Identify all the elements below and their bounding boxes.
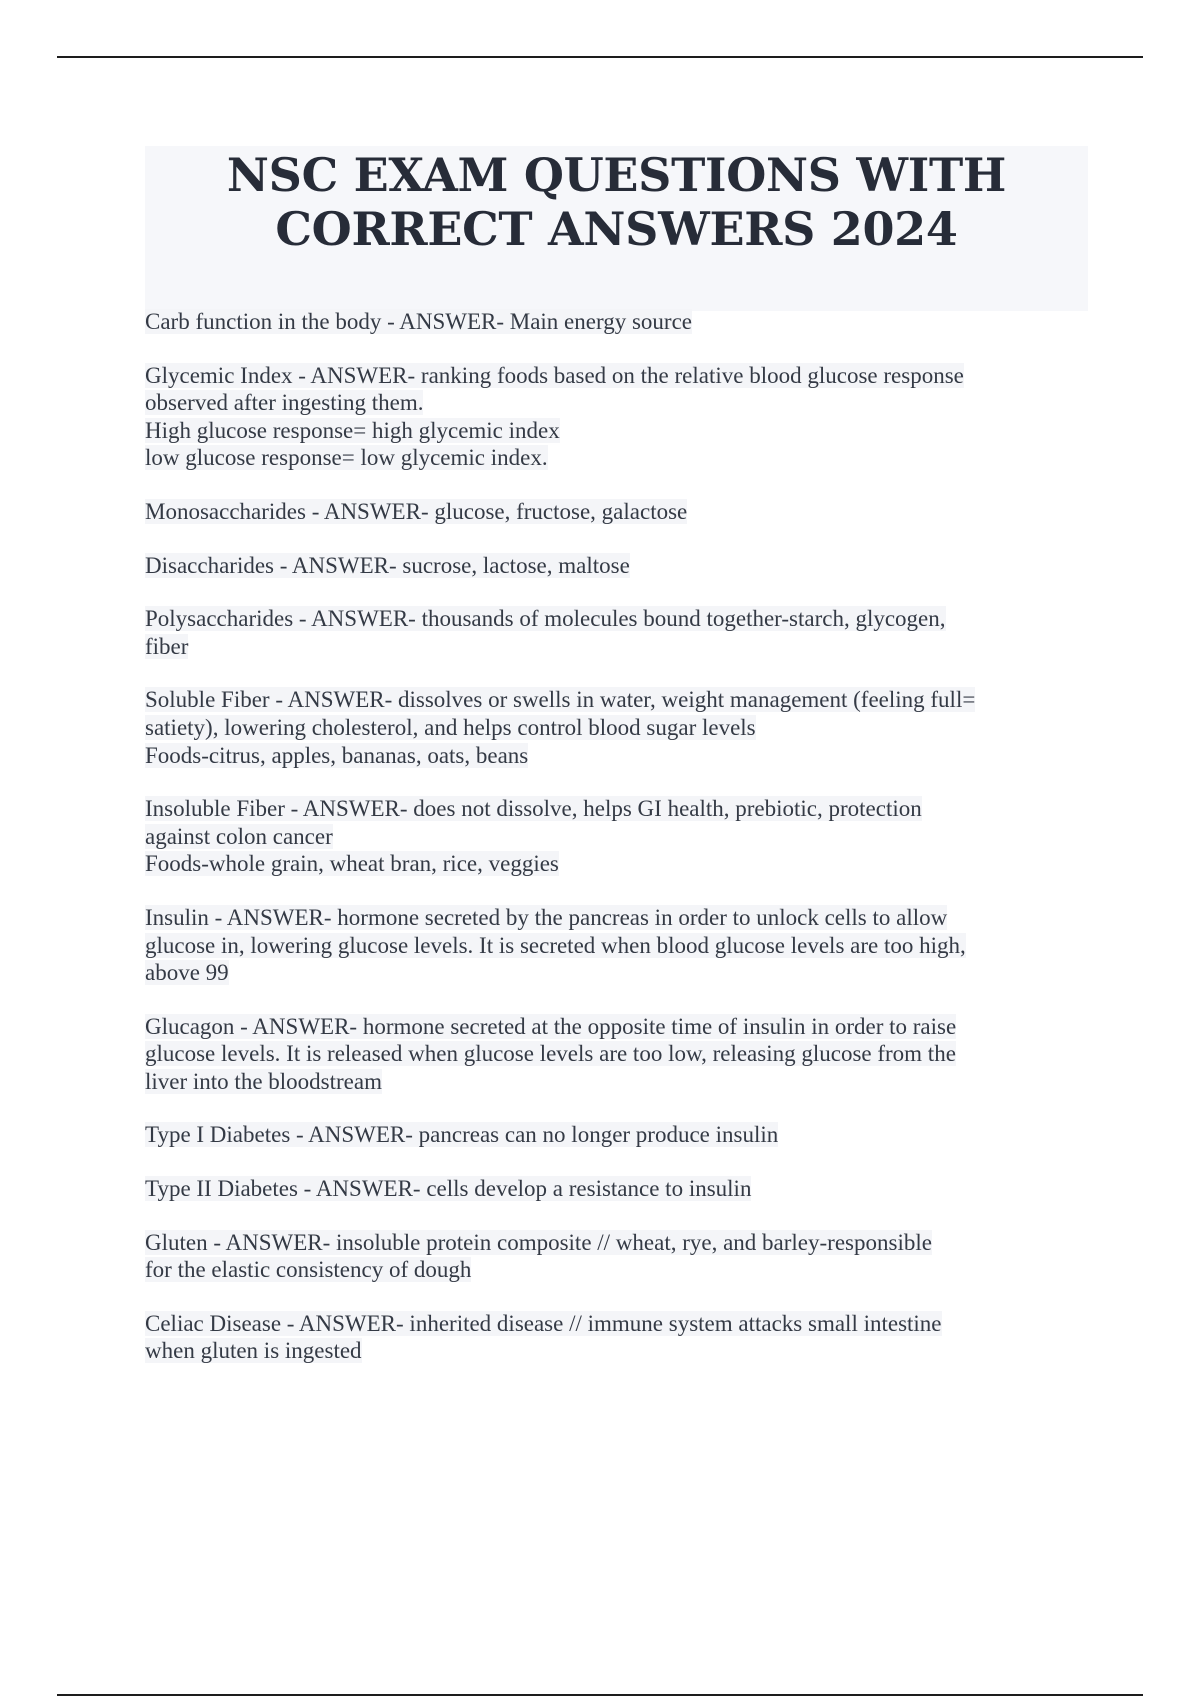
top-rule	[57, 56, 1143, 58]
qa-line: glucose in, lowering glucose levels. It is secreted when blood glucose levels are too high,	[145, 932, 966, 958]
qa-line: Insulin - ANSWER- hormone secreted by the pancreas in order to unlock cells to allow	[145, 904, 948, 930]
qa-line: Disaccharides - ANSWER- sucrose, lactose, maltose	[145, 552, 630, 578]
qa-line: against colon cancer	[145, 823, 333, 849]
qa-entry-insulin	[145, 904, 1090, 987]
qa-entry-soluble-fiber	[145, 686, 1090, 769]
title-block	[145, 146, 1088, 311]
qa-line: satiety), lowering cholesterol, and helps control blood sugar levels	[145, 714, 756, 740]
qa-entry-insoluble-fiber	[145, 795, 1090, 878]
qa-line: above 99	[145, 960, 229, 986]
qa-line: low glucose response= low glycemic index.	[145, 445, 548, 471]
qa-entry-glucagon	[145, 1013, 1090, 1096]
document-title-line-1: NSC EXAM QUESTIONS WITH	[226, 148, 1007, 202]
qa-entry-type-2-diabetes	[145, 1175, 1090, 1203]
qa-line: High glucose response= high glycemic index	[145, 417, 560, 443]
qa-line: fiber	[145, 633, 189, 659]
qa-entry-carb-function	[145, 308, 1090, 336]
qa-entry-type-1-diabetes	[145, 1121, 1090, 1149]
qa-line: Monosaccharides - ANSWER- glucose, fructose, galactose	[145, 498, 688, 524]
qa-line: Foods-whole grain, wheat bran, rice, veggies	[145, 851, 559, 877]
qa-line: Glycemic Index - ANSWER- ranking foods based on the relative blood glucose response	[145, 362, 964, 388]
bottom-rule	[57, 1694, 1143, 1696]
qa-entry-glycemic-index	[145, 362, 1090, 472]
qa-entry-monosaccharides	[145, 498, 1090, 526]
qa-entry-polysaccharides	[145, 605, 1090, 660]
qa-line: glucose levels. It is released when glucose levels are too low, releasing glucose from the	[145, 1041, 956, 1067]
qa-line: Soluble Fiber - ANSWER- dissolves or swells in water, weight management (feeling full=	[145, 687, 976, 713]
qa-line: Type II Diabetes - ANSWER- cells develop a resistance to insulin	[145, 1176, 752, 1202]
qa-list	[145, 308, 1090, 1391]
qa-line: observed after ingesting them.	[145, 390, 424, 416]
qa-line: Polysaccharides - ANSWER- thousands of molecules bound together-starch, glycogen,	[145, 606, 946, 632]
qa-line: Celiac Disease - ANSWER- inherited disease // immune system attacks small intestine	[145, 1310, 942, 1336]
qa-line: for the elastic consistency of dough	[145, 1257, 472, 1283]
document-title-line-2: CORRECT ANSWERS 2024	[275, 202, 958, 256]
qa-line: Gluten - ANSWER- insoluble protein composite // wheat, rye, and barley-responsible	[145, 1229, 932, 1255]
qa-line: Insoluble Fiber - ANSWER- does not dissolve, helps GI health, prebiotic, protection	[145, 796, 922, 822]
qa-line: Glucagon - ANSWER- hormone secreted at the opposite time of insulin in order to raise	[145, 1013, 957, 1039]
qa-entry-gluten	[145, 1229, 1090, 1284]
qa-line: liver into the bloodstream	[145, 1068, 382, 1094]
qa-line: Type I Diabetes - ANSWER- pancreas can no longer produce insulin	[145, 1122, 779, 1148]
qa-entry-disaccharides	[145, 552, 1090, 580]
qa-entry-celiac-disease	[145, 1310, 1090, 1365]
qa-line: Foods-citrus, apples, bananas, oats, beans	[145, 742, 529, 768]
qa-line: when gluten is ingested	[145, 1338, 362, 1364]
qa-line: Carb function in the body - ANSWER- Main energy source	[145, 309, 692, 334]
